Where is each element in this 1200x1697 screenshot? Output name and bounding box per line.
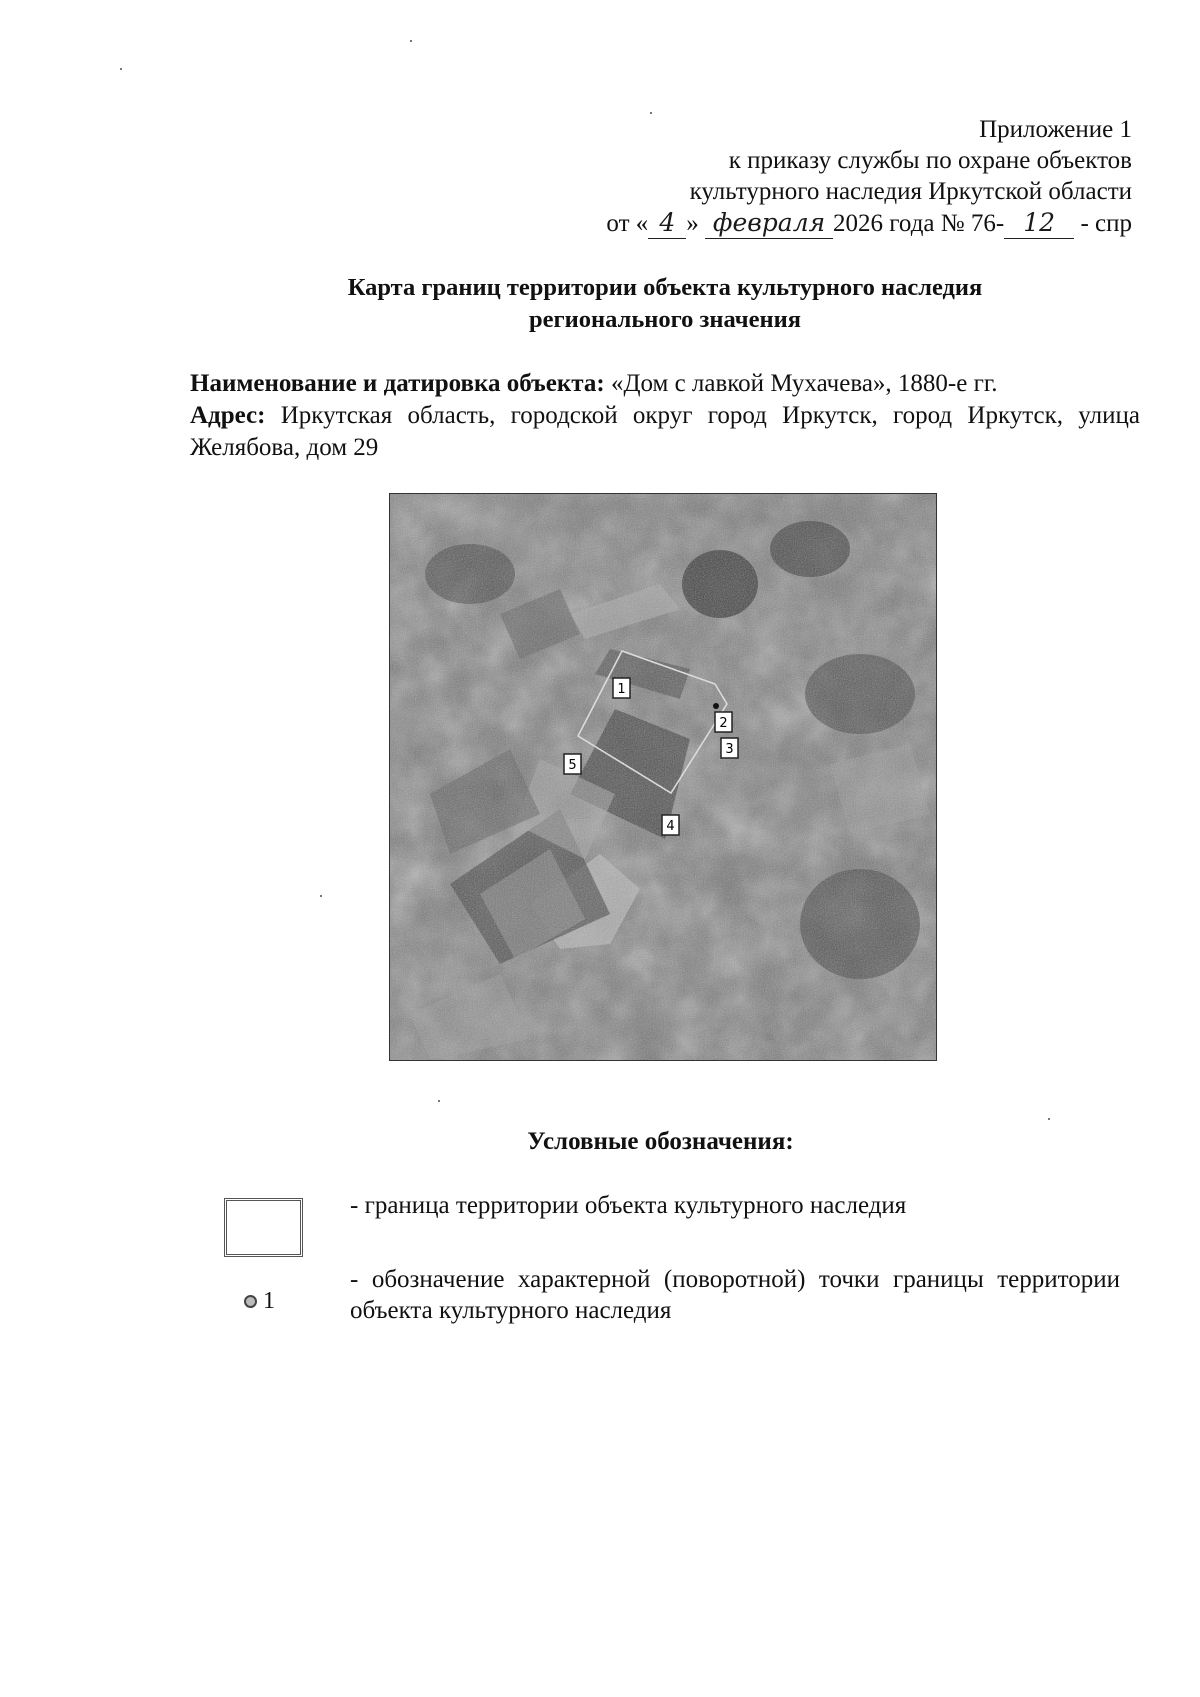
object-name-label: Наименование и датировка объекта:	[190, 370, 605, 397]
legend-title: Условные обозначения:	[527, 1128, 794, 1155]
map-image	[390, 494, 936, 1060]
satellite-map	[389, 493, 937, 1061]
map-point-2: 2	[719, 716, 728, 731]
appendix-line3: культурного наследия Иркутской области	[689, 178, 1132, 205]
object-address-label: Адрес:	[190, 402, 266, 429]
point-legend-symbol	[244, 1288, 275, 1315]
map-point-4: 4	[666, 819, 675, 834]
appendix-line1: Приложение 1	[979, 116, 1132, 143]
order-suffix: - спр	[1080, 210, 1132, 237]
point-legend-label: 1	[263, 1288, 275, 1314]
point-marker-icon	[244, 1295, 257, 1308]
object-name-row	[190, 368, 1140, 400]
map-point-1: 1	[617, 682, 626, 697]
date-quote-close: »	[686, 210, 699, 237]
date-prefix: от «	[606, 210, 649, 237]
title-line2: регионального значения	[529, 306, 801, 333]
appendix-header	[606, 114, 1132, 239]
order-day: 4	[648, 207, 686, 239]
object-info	[190, 368, 1140, 464]
page-title	[190, 272, 1140, 336]
appendix-line2: к приказу службы по охране объектов	[728, 147, 1132, 174]
point-legend-text: - обозначение характерной (поворотной) точки границы территории объекта культурного наследия	[350, 1266, 1120, 1324]
boundary-legend-text: - граница территории объекта культурного наследия	[350, 1192, 907, 1219]
map-point-5: 5	[568, 758, 577, 773]
boundary-legend-icon	[224, 1198, 303, 1257]
order-year: 2026 года № 76-	[833, 210, 1005, 237]
title-line1: Карта границ территории объекта культурного наследия	[347, 274, 983, 301]
object-name-value: «Дом с лавкой Мухачева», 1880-е гг.	[610, 370, 998, 397]
order-month: февраля	[705, 207, 833, 239]
map-point-3: 3	[725, 742, 734, 757]
object-address-row	[190, 400, 1140, 464]
order-date-line	[606, 207, 1132, 239]
object-address-value: Иркутская область, городской округ город Иркутск, город Иркутск, улица Желябова, дом 29	[190, 402, 1141, 461]
order-number: 12	[1004, 207, 1074, 239]
